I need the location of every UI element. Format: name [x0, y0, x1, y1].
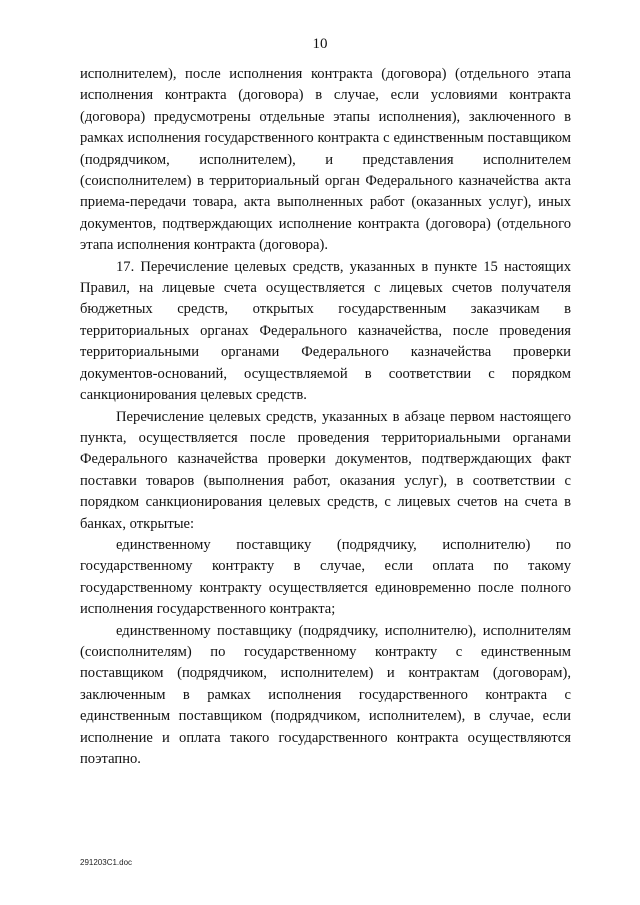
paragraph-transfer-conditions: Перечисление целевых средств, указанных в абзаце первом настоящего пункта, осуществляется после проведения территориальными органами Федерального казначейства проверки документов, подтверждающих факт поставки товаров (выполнения работ, оказания услуг), в соответствии с порядком санкционирования целевых средств, с лицевых счетов на счета в банках, открытые:	[80, 408, 571, 532]
page-number: 10	[312, 36, 328, 52]
paragraph-single-payment: единственному поставщику (подрядчику, исполнителю) по государственному контракту в случае, если оплата по такому государственному контракту осуществляется единовременно после полного исполнения государственного контракта;	[80, 536, 571, 618]
document-body	[80, 64, 571, 770]
document-footer-code: 291203С1.doc	[80, 858, 133, 867]
paragraph-staged-payment: единственному поставщику (подрядчику, исполнителю), исполнителям (соисполнителям) по государственному контракту с единственным поставщиком (подрядчиком, исполнителем) и контрактам (договорам), заключенным в рамках исполнения государственного контракта с единственным поставщиком (подрядчиком, исполнителем), в случае, если исполнение и оплата такого государственного контракта осуществляются поэтапно.	[80, 622, 571, 767]
paragraph-item-17: 17. Перечисление целевых средств, указанных в пункте 15 настоящих Правил, на лицевые счета осуществляется с лицевых счетов получателя бюджетных средств, открытых государственным заказчикам в территориальных органах Федерального казначейства, после проведения территориальными органами Федерального казначейства проверки документов-оснований, осуществляемой в соответствии с порядком санкционирования целевых средств.	[80, 258, 571, 404]
paragraph-continuation: исполнителем), после исполнения контракта (договора) (отдельного этапа исполнения контракта (договора) в случае, если условиями контракта (договора) предусмотрены отдельные этапы исполнения), заключенного в рамках исполнения государственного контракта с единственным поставщиком (подрядчиком, исполнителем), и представления исполнителем (соисполнителем) в территориальный орган Федерального казначейства акта приема-передачи товара, акта выполненных работ (оказанных услуг), иных документов, подтверждающих исполнение контракта (договора) (отдельного этапа исполнения контракта (договора).	[80, 66, 571, 254]
